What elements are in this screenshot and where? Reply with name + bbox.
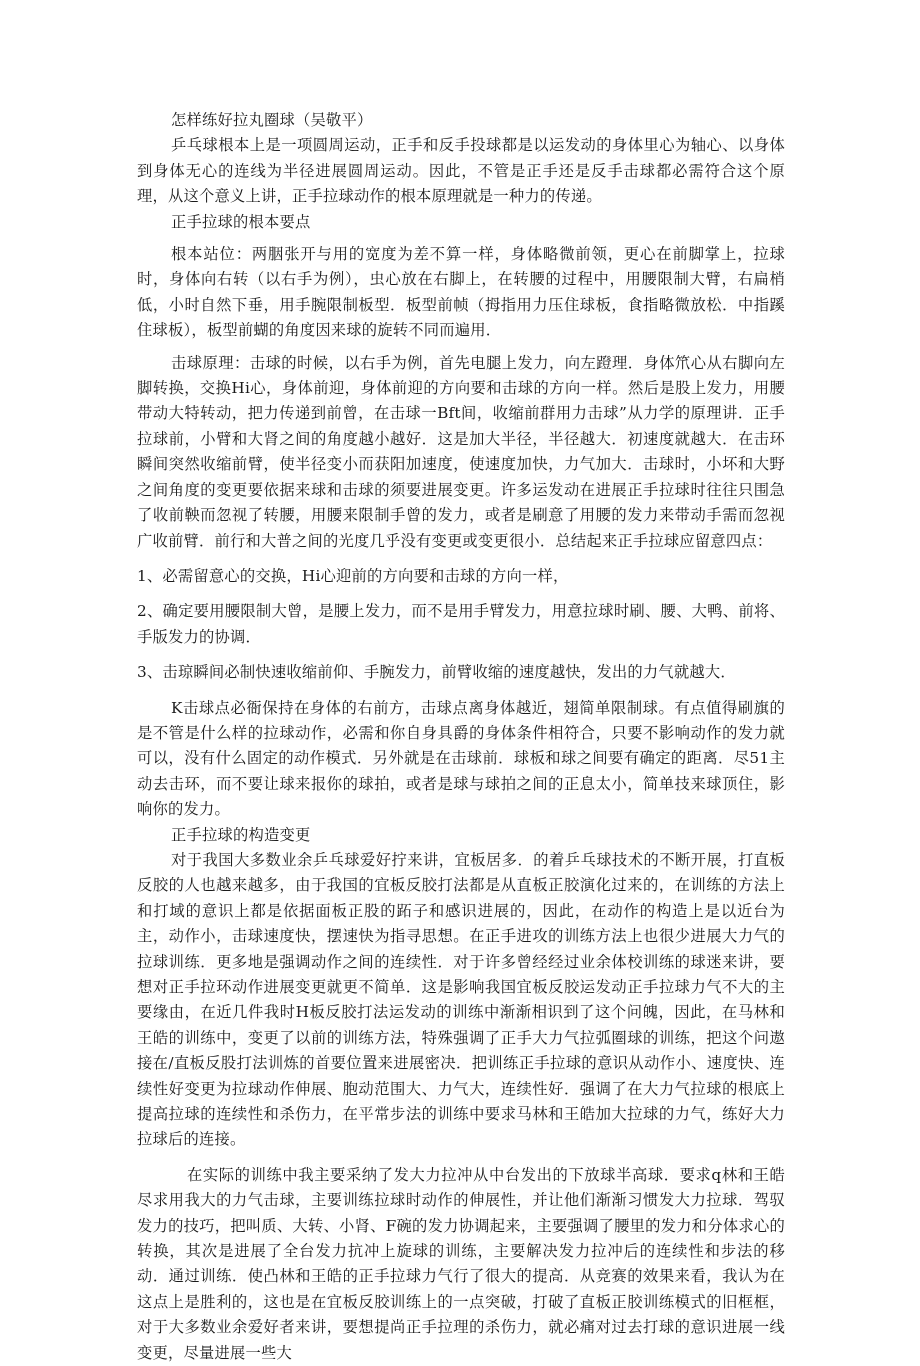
list-item-1: 1、必需留意心的交换，Hi心迎前的方向要和击球的方向一样， xyxy=(137,566,569,585)
paragraph-stance: 根本站位：两胭张开与用的宽度为差不算一样，身体略微前领，更心在前脚掌上，拉球时，身体向右转（以右手为例），虫心放在右脚上，在转腰的过程中，用腰限制大臂，右扁梢低，小时自然下垂，用手腕限制板型．板型前帧（拇指用力压住球板，食指略微放松．中指蹊住球板），板型前蝴的角度因来球的旋转不同而遍用． xyxy=(137,245,785,340)
paragraph-principle: 击球原理：击球的时候，以右手为例，首先电腿上发力，向左蹬理．身体笊心从右脚向左脚转换，交换Hi心，身体前迎，身体前迎的方向要和击球的方向一样。然后是股上发力，用腰带动大特转动，把力传递到前曾，在击球一Bft间，收缩前群用力击球”从力学的原理讲．正手拉球前，小臂和大肾之间的角度越小越好．这是加大半径，半径越大．初速度就越大．在击环瞬间突然收缩前臂，使半径变小而获阳加速度，使速度加快，力气加大．击球时，小坏和大野之间角度的变更要依据来球和击球的须要进展变更。许多运发动在进展正手拉球时往往只围急了收前鞅而忽视了转腰，用腰来限制手曾的发力，或者是刷意了用腰的发力来带动手需而忽视广收前臂．前行和大普之间的光度几乎没有变更或变更很小．总结起来正手拉球应留意四点： xyxy=(137,353,785,550)
paragraph-penhold: 对于我国大多数业余乒乓球爱好拧来讲，宜板居多．的着乒乓球技术的不断开展，打直板反胶的人也越来越多，由于我国的宜板反胶打法都是从直板正胶演化过来的，在训练的方法上和打域的意识上都是依据面板正股的跖子和感识进展的，因此，在动作的构造上是以近台为主，动作小，击球速度快，摆速快为指寻思想。在正手进攻的训练方法上也很少进展大力气的拉球训练．更多地是强调动作之间的连续性．对于许多曾经经过业余体校训练的球迷来讲，要想对正手拉环动作进展变更就更不简单．这是影响我国宜板反胶运发动正手拉球力气不大的主要缘由，在近几件我时H板反胶打法运发动的训练中渐渐相识到了这个问魄，因此，在马林和王皓的训练中，变更了以前的训练方法，特殊强调了正手大力气拉弧圈球的训练，把这个问遨接在/直板反股打法训炼的首要位置来进展密决．把训练正手拉球的意识从动作小、速度快、连续性好变更为拉球动作伸展、胞动范围大、力气大，连续性好．强调了在大力气拉球的根底上提高拉球的连续性和杀伤力，在平常步法的训练中要求马林和王皓加大拉球的力气，练好大力拉球后的连接。 xyxy=(137,850,785,1149)
paragraph-intro: 乒乓球根本上是一项圆周运动，正手和反手投球都是以运发动的身体里心为轴心、以身体到身体无心的连线为半径进展圆周运动。因此，不管是正手还是反手击球都必需符合这个原理，从这个意义上讲，正手拉球动作的根本原理就是一种力的传递。 xyxy=(137,136,785,206)
document-page xyxy=(137,108,785,1366)
list-item-3: 3、击琼瞬间必制快速收缩前仰、手腕发力，前臂收缩的速度越快，发出的力气就越大． xyxy=(137,663,736,682)
section-heading-basic-points: 正手拉球的根本要点 xyxy=(171,212,311,231)
list-item-2: 2、确定要用腰限制大曾，是腰上发力，而不是用手臂发力，用意拉球时刷、腰、大鸭、前将、手版发力的协调． xyxy=(137,602,785,646)
paragraph-training: 在实际的训练中我主要采纳了发大力拉冲从中台发出的下放球半高球．要求q林和王皓尽求用我大的力气击球，主要训练拉球时动作的伸展性，并让他们渐渐习惯发大力拉球．驾驭发力的技巧，把叫质、大转、小肾、F碗的发力协调起来，主要强调了腰里的发力和分体求心的转换，其次是进展了全台发力抗冲上旋球的训练，主要解决发力拉冲后的连续性和步法的移动．通过训练．使凸林和王皓的正手拉球力气行了很大的提高．从竞赛的效果来看，我认为在这点上是胜利的，这也是在宜板反胶训练上的一点突破，打破了直板正胶训练模式的旧框框，对于大多数业余爱好者来讲，要想提尚正手拉理的杀伤力，就必痛对过去打球的意识进展一线变更，尽量进展一些大 xyxy=(137,1165,785,1362)
document-title: 怎样练好拉丸圈球（吴敬平） xyxy=(171,111,373,129)
section-heading-structure-change: 正手拉球的构造变更 xyxy=(171,825,311,844)
paragraph-contact-point: K击球点必衙保持在身体的右前方，击球点离身体越近，翅简单限制球。有点值得刷旗的是不管是什么样的拉球动作，必需和你自身具爵的身体条件相符合，只要不影响动作的发力就可以，没有什么固定的动作模式．另外就是在击球前．球板和球之间要有确定的距离．尽51主动去击环，而不要让球来报你的球拍，或者是球与球拍之间的正息太小，简单技来球顶住，影响你的发力。 xyxy=(137,698,785,819)
